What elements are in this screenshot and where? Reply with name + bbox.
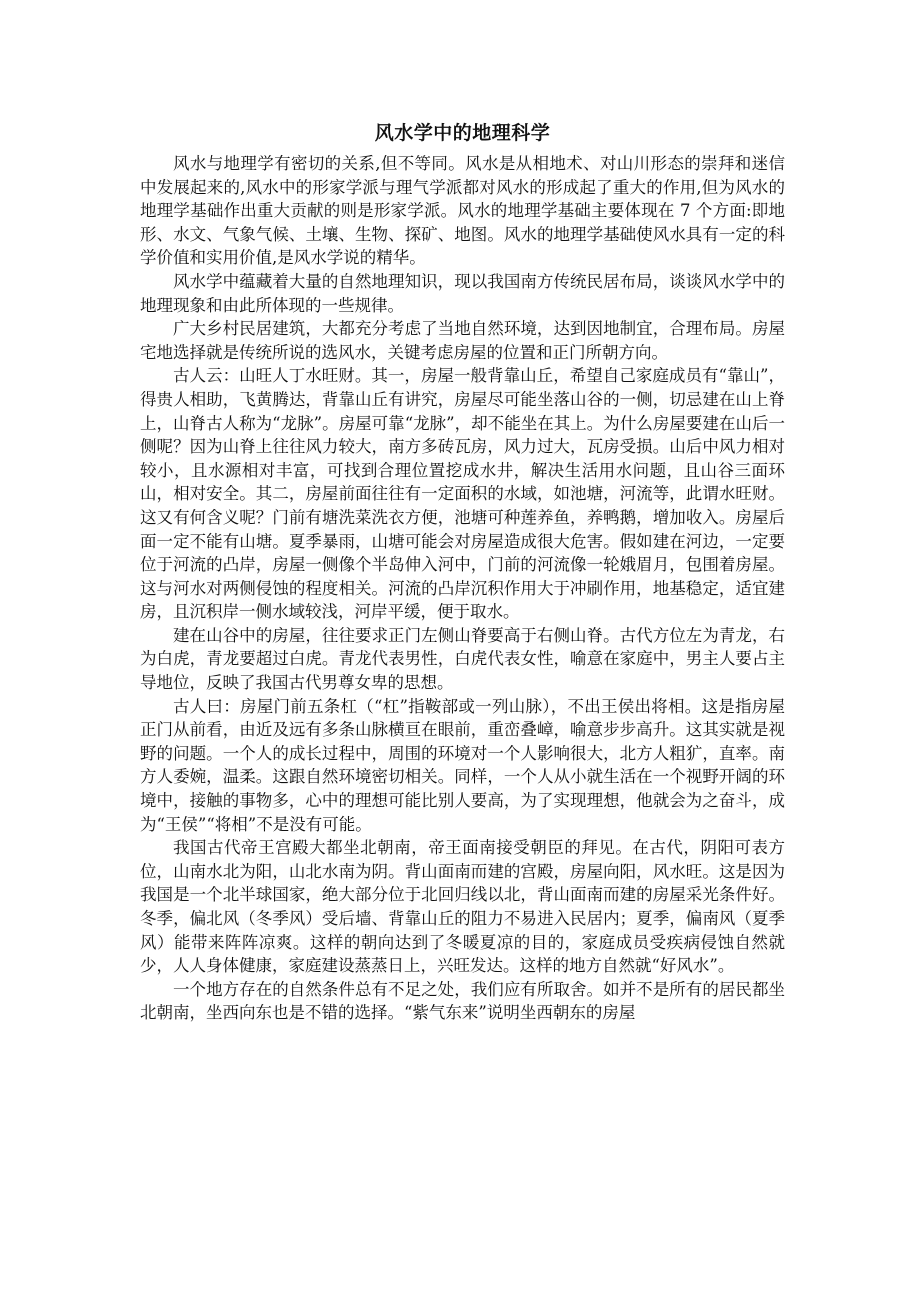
paragraph-geography-knowledge: 风水学中蕴藏着大量的自然地理知识，现以我国南方传统民居布局，谈谈风水学中的地理现象和由此所体现的一些规律。 xyxy=(140,271,785,315)
document-page xyxy=(140,118,785,1025)
paragraph-facing-east: 一个地方存在的自然条件总有不足之处，我们应有所取舍。如并不是所有的居民都坐北朝南，坐西向东也是不错的选择。“紫气东来”说明坐西朝东的房屋 xyxy=(140,979,785,1023)
paragraph-facing-south: 我国古代帝王宫殿大都坐北朝南，帝王面南接受朝臣的拜见。在古代，阴阳可表方位，山南水北为阳，山北水南为阴。背山面南而建的宫殿，房屋向阳，风水旺。这是因为我国是一个北半球国家，绝大部分位于北回归线以北，背山面南而建的房屋采光条件好。冬季，偏北风（冬季风）受后墙、背靠山丘的阻力不易进入民居内；夏季，偏南风（夏季风）能带来阵阵凉爽。这样的朝向达到了冬暖夏凉的目的，家庭成员受疾病侵蚀自然就少，人人身体健康，家庭建设蒸蒸日上，兴旺发达。这样的地方自然就“好风水”。 xyxy=(140,838,785,976)
paragraph-rural-dwellings: 广大乡村民居建筑，大都充分考虑了当地自然环境，达到因地制宜，合理布局。房屋宅地选择就是传统所说的选风水，关键考虑房屋的位置和正门所朝方向。 xyxy=(140,319,785,362)
document-title: 风水学中的地理科学 xyxy=(374,122,551,144)
paragraph-dragon-tiger: 建在山谷中的房屋，往往要求正门左侧山脊要高于右侧山脊。古代方位左为青龙，右为白虎，青龙要超过白虎。青龙代表男性，白虎代表女性，喻意在家庭中，男主人要占主导地位，反映了我国古代男尊女卑的思想。 xyxy=(140,625,785,693)
paragraph-intro: 风水与地理学有密切的关系,但不等同。风水是从相地术、对山川形态的崇拜和迷信中发展起来的,风水中的形家学派与理气学派都对风水的形成起了重大的作用,但为风水的地理学基础作出重大贡献的则是形家学派。风水的地理学基础主要体现在 7 个方面:即地形、水文、气象气候、土壤、生物、探矿、地图。风水的地理学基础使风水具有一定的科学价值和实用价值,是风水学说的精华。 xyxy=(140,154,785,268)
paragraph-five-ridges: 古人曰：房屋门前五条杠（“杠”指鞍部或一列山脉），不出王侯出将相。这是指房屋正门从前看，由近及远有多条山脉横亘在眼前，重峦叠嶂，喻意步步高升。这其实就是视野的问题。一个人的成长过程中，周围的环境对一个人影响很大，北方人粗犷，直率。南方人委婉，温柔。这跟自然环境密切相关。同样，一个人从小就生活在一个视野开阔的环境中，接触的事物多，心中的理想可能比别人要高，为了实现理想，他就会为之奋斗，成为“王侯”“将相”不是没有可能。 xyxy=(140,696,785,834)
paragraph-mountain-water: 古人云：山旺人丁水旺财。其一，房屋一般背靠山丘，希望自己家庭成员有“靠山”，得贵人相助，飞黄腾达，背靠山丘有讲究，房屋尽可能坐落山谷的一侧，切忌建在山上脊上，山脊古人称为“龙脉”。房屋可靠“龙脉”，却不能坐在其上。为什么房屋要建在山后一侧呢？因为山脊上往往风力较大，南方多砖瓦房，风力过大，瓦房受损。山后中风力相对较小，且水源相对丰富，可找到合理位置挖成水井，解决生活用水问题，且山谷三面环山，相对安全。其二，房屋前面往往有一定面积的水域，如池塘，河流等，此谓水旺财。这又有何含义呢？门前有塘洗菜洗衣方便，池塘可种莲养鱼，养鸭鹅，增加收入。房屋后面一定不能有山塘。夏季暴雨，山塘可能会对房屋造成很大危害。假如建在河边，一定要位于河流的凸岸，房屋一侧像个半岛伸入河中，门前的河流像一轮娥眉月，包围着房屋。这与河水对两侧侵蚀的程度相关。河流的凸岸沉积作用大于冲刷作用，地基稳定，适宜建房，且沉积岸一侧水域较浅，河岸平缓，便于取水。 xyxy=(140,366,785,622)
